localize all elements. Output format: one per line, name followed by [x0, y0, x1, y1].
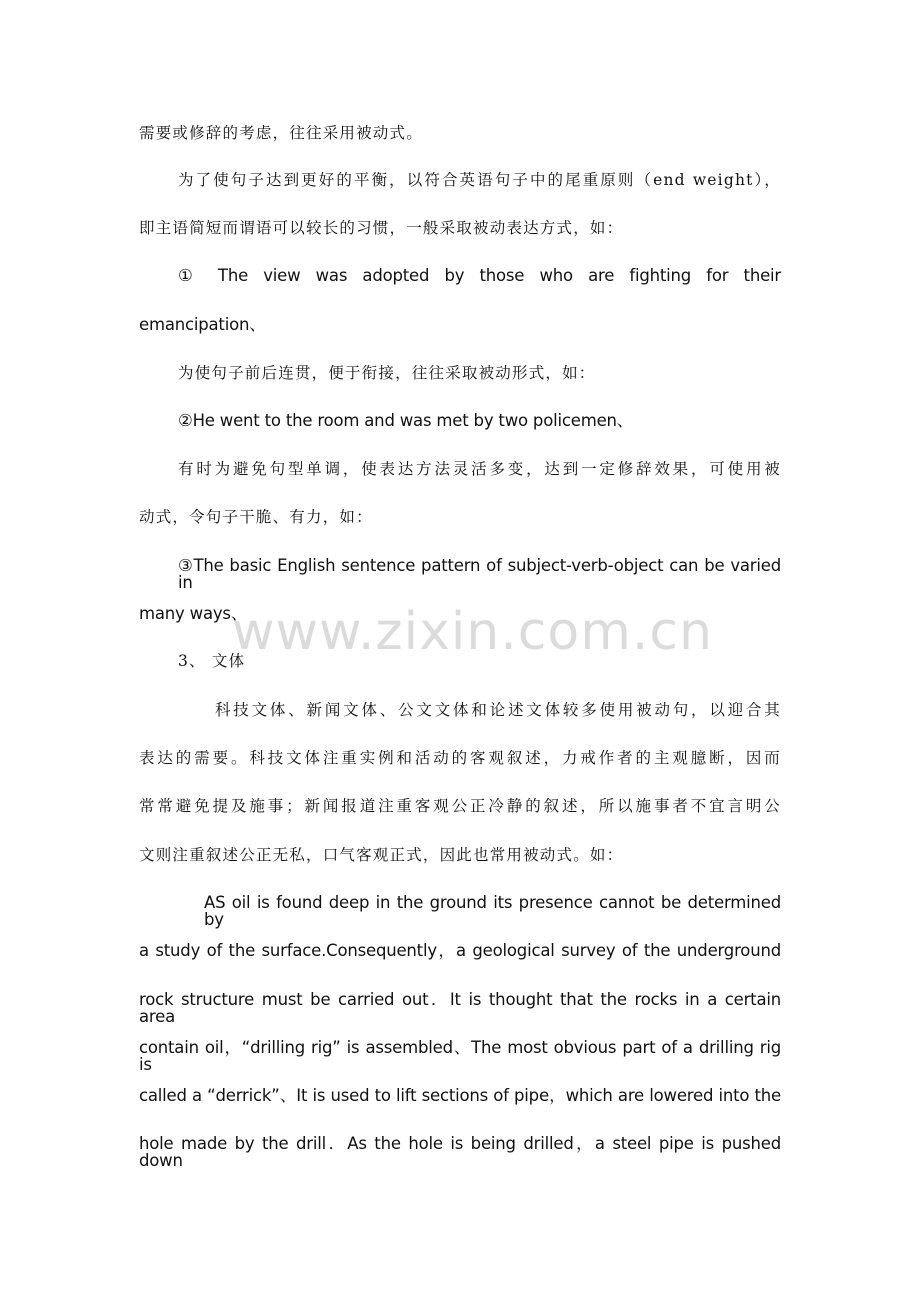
- example-passage-line: rock structure must be carried out．It is thought that the rocks in a certain area: [139, 990, 781, 1026]
- paragraph-line: 动式，令句子干脆、有力，如：: [139, 508, 373, 526]
- paragraph-line: 需要或修辞的考虑，往往采用被动式。: [139, 124, 423, 142]
- example-passage-line: AS oil is found deep in the ground its presence cannot be determined by: [204, 893, 781, 929]
- paragraph-line: 有时为避免句型单调，使表达方法灵活多变，达到一定修辞效果，可使用被: [178, 460, 781, 478]
- example-passage-line: hole made by the drill．As the hole is being drilled，a steel pipe is pushed down: [139, 1134, 781, 1170]
- example-sentence: many ways、: [139, 604, 248, 623]
- example-sentence: ① The view was adopted by those who are fighting for their: [178, 266, 781, 285]
- example-passage-line: a study of the surface.Consequently，a geological survey of the underground: [139, 941, 781, 960]
- paragraph-line: 常常避免提及施事；新闻报道注重客观公正冷静的叙述，所以施事者不宜言明公: [139, 797, 781, 815]
- example-passage-line: contain oil，“drilling rig” is assembled、The most obvious part of a drilling rig is: [139, 1038, 781, 1074]
- paragraph-line: 科技文体、新闻文体、公文文体和论述文体较多使用被动句，以迎合其: [215, 701, 781, 719]
- example-sentence: emancipation、: [139, 315, 266, 334]
- watermark: www.zixin.com.cn: [232, 602, 713, 662]
- example-sentence: ②He went to the room and was met by two policemen、: [178, 411, 634, 430]
- paragraph-line: 表达的需要。科技文体注重实例和活动的客观叙述，力戒作者的主观臆断，因而: [139, 749, 781, 767]
- paragraph-line: 文则注重叙述公正无私，口气客观正式，因此也常用被动式。如：: [139, 846, 624, 864]
- paragraph-line: 为使句子前后连贯，便于衔接，往往采取被动形式，如：: [178, 364, 596, 382]
- paragraph-line: 为了使句子达到更好的平衡，以符合英语句子中的尾重原则（end weight），: [178, 171, 781, 189]
- paragraph-line: 即主语简短而谓语可以较长的习惯，一般采取被动表达方式，如：: [139, 219, 624, 237]
- example-passage-line: called a “derrick”、It is used to lift sections of pipe，which are lowered into the: [139, 1086, 781, 1105]
- example-sentence: ③The basic English sentence pattern of subject-verb-object can be varied in: [178, 556, 781, 592]
- section-heading: 3、 文体: [178, 652, 246, 670]
